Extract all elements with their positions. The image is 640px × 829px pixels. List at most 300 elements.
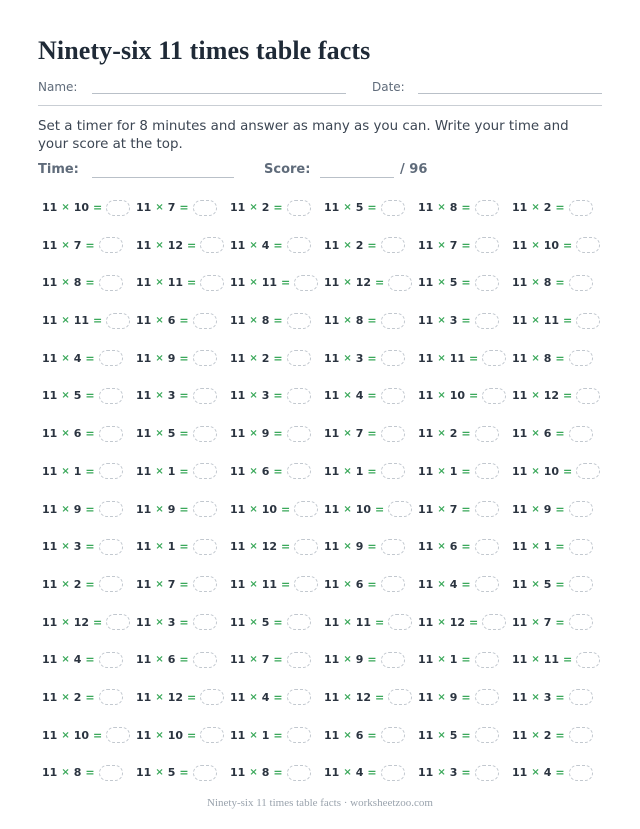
multiplier: 7 (167, 577, 176, 591)
answer-box[interactable] (381, 463, 405, 479)
answer-box[interactable] (569, 614, 593, 630)
equals-sign: = (367, 351, 377, 365)
answer-box[interactable] (99, 426, 123, 442)
answer-box[interactable] (193, 350, 217, 366)
answer-box[interactable] (569, 765, 593, 781)
multiplier: 7 (167, 201, 176, 214)
multiplier: 9 (355, 540, 364, 554)
multiplicand: 11 (42, 728, 58, 742)
equals-sign: = (367, 540, 377, 554)
answer-box[interactable] (569, 275, 593, 291)
equals-sign: = (461, 201, 471, 214)
multiplier: 7 (73, 238, 82, 252)
equals-sign: = (187, 238, 197, 252)
problem-item (42, 198, 136, 217)
answer-box[interactable] (99, 689, 123, 705)
multiplicand: 11 (324, 427, 340, 441)
equals-sign: = (273, 351, 283, 365)
equals-sign: = (461, 502, 471, 516)
answer-box[interactable] (287, 689, 311, 705)
problem-item (512, 386, 606, 405)
answer-box[interactable] (193, 426, 217, 442)
multiplicand: 11 (230, 653, 246, 667)
multiplier: 8 (449, 201, 458, 214)
answer-box[interactable] (193, 463, 217, 479)
answer-box[interactable] (193, 313, 217, 329)
multiplicand: 11 (418, 351, 434, 365)
answer-box[interactable] (475, 652, 499, 668)
answer-box[interactable] (381, 313, 405, 329)
answer-box[interactable] (99, 576, 123, 592)
equals-sign: = (187, 690, 197, 704)
problem-grid (42, 198, 602, 801)
multiplicand: 11 (324, 351, 340, 365)
problem-item (42, 537, 136, 556)
times-sign: × (531, 390, 540, 402)
problem-item (230, 198, 324, 217)
equals-sign: = (375, 502, 385, 516)
answer-box[interactable] (381, 539, 405, 555)
answer-box[interactable] (287, 765, 311, 781)
multiplicand: 11 (42, 690, 58, 704)
multiplier: 9 (261, 427, 270, 441)
equals-sign: = (555, 728, 565, 742)
times-sign: × (343, 616, 352, 628)
multiplier: 2 (543, 728, 552, 742)
equals-sign: = (281, 276, 291, 290)
times-sign: × (531, 465, 540, 477)
multiplicand: 11 (418, 201, 434, 214)
answer-box[interactable] (193, 614, 217, 630)
multiplicand: 11 (42, 238, 58, 252)
multiplicand: 11 (324, 238, 340, 252)
multiplier: 11 (543, 314, 560, 328)
equals-sign: = (375, 615, 385, 629)
answer-box[interactable] (106, 614, 130, 630)
problem-item (512, 763, 606, 782)
answer-box[interactable] (475, 275, 499, 291)
multiplier: 9 (355, 653, 364, 667)
multiplicand: 11 (136, 728, 152, 742)
problem-item (230, 462, 324, 481)
multiplicand: 11 (230, 427, 246, 441)
multiplicand: 11 (230, 238, 246, 252)
score-label: Score: (264, 162, 311, 177)
multiplicand: 11 (230, 540, 246, 554)
times-sign: × (249, 691, 258, 703)
answer-box[interactable] (99, 539, 123, 555)
multiplicand: 11 (418, 540, 434, 554)
multiplier: 2 (261, 351, 270, 365)
multiplicand: 11 (136, 653, 152, 667)
answer-box[interactable] (576, 388, 600, 404)
equals-sign: = (461, 653, 471, 667)
problem-item (230, 575, 324, 594)
answer-box[interactable] (569, 426, 593, 442)
footer: Ninety-six 11 times table facts · worksheetzoo.com (207, 797, 433, 809)
multiplier: 10 (73, 728, 90, 742)
answer-box[interactable] (475, 426, 499, 442)
answer-box[interactable] (99, 501, 123, 517)
answer-box[interactable] (381, 765, 405, 781)
answer-box[interactable] (482, 614, 506, 630)
times-sign: × (343, 767, 352, 779)
equals-sign: = (273, 728, 283, 742)
date-label: Date: (372, 80, 405, 94)
problem-item (324, 349, 418, 368)
times-sign: × (343, 578, 352, 590)
multiplier: 10 (355, 502, 372, 516)
multiplier: 9 (543, 502, 552, 516)
equals-sign: = (85, 276, 95, 290)
answer-box[interactable] (193, 652, 217, 668)
page-title: Ninety-six 11 times table facts (38, 36, 371, 65)
times-sign: × (155, 277, 164, 289)
multiplicand: 11 (418, 464, 434, 478)
problem-item (42, 311, 136, 330)
answer-box[interactable] (99, 388, 123, 404)
answer-box[interactable] (569, 501, 593, 517)
equals-sign: = (281, 502, 291, 516)
answer-box[interactable] (99, 765, 123, 781)
problem-item (324, 650, 418, 669)
score-field[interactable] (320, 177, 394, 178)
times-sign: × (249, 390, 258, 402)
multiplier: 1 (167, 540, 176, 554)
answer-box[interactable] (287, 388, 311, 404)
answer-box[interactable] (388, 614, 412, 630)
multiplier: 10 (543, 464, 560, 478)
problem-item (324, 688, 418, 707)
multiplicand: 11 (42, 276, 58, 290)
multiplier: 9 (73, 502, 82, 516)
multiplicand: 11 (230, 615, 246, 629)
answer-box[interactable] (294, 501, 318, 517)
equals-sign: = (555, 276, 565, 290)
answer-box[interactable] (287, 463, 311, 479)
answer-box[interactable] (381, 727, 405, 743)
problem-item (136, 537, 230, 556)
equals-sign: = (85, 427, 95, 441)
times-sign: × (531, 352, 540, 364)
times-sign: × (531, 767, 540, 779)
multiplicand: 11 (230, 690, 246, 704)
problem-item (42, 236, 136, 255)
answer-box[interactable] (388, 275, 412, 291)
multiplier: 9 (167, 351, 176, 365)
multiplier: 5 (261, 615, 270, 629)
times-sign: × (531, 616, 540, 628)
multiplicand: 11 (418, 427, 434, 441)
answer-box[interactable] (294, 275, 318, 291)
equals-sign: = (179, 653, 189, 667)
problem-item (230, 650, 324, 669)
problem-item (418, 575, 512, 594)
multiplier: 3 (449, 314, 458, 328)
multiplier: 12 (167, 690, 184, 704)
times-sign: × (437, 691, 446, 703)
answer-box[interactable] (106, 313, 130, 329)
problem-item (42, 688, 136, 707)
multiplicand: 11 (512, 653, 528, 667)
multiplicand: 11 (512, 690, 528, 704)
answer-box[interactable] (569, 539, 593, 555)
equals-sign: = (273, 615, 283, 629)
answer-box[interactable] (287, 614, 311, 630)
answer-box[interactable] (106, 200, 130, 216)
equals-sign: = (563, 653, 573, 667)
answer-box[interactable] (381, 576, 405, 592)
times-sign: × (531, 428, 540, 440)
answer-box[interactable] (200, 237, 224, 253)
times-sign: × (343, 277, 352, 289)
equals-sign: = (469, 351, 479, 365)
answer-box[interactable] (99, 237, 123, 253)
answer-box[interactable] (99, 275, 123, 291)
answer-box[interactable] (287, 652, 311, 668)
answer-box[interactable] (381, 237, 405, 253)
multiplier: 10 (261, 502, 278, 516)
answer-box[interactable] (576, 463, 600, 479)
multiplier: 8 (73, 766, 82, 780)
answer-box[interactable] (287, 237, 311, 253)
problem-item (136, 273, 230, 292)
multiplier: 5 (543, 577, 552, 591)
answer-box[interactable] (569, 727, 593, 743)
equals-sign: = (281, 577, 291, 591)
problem-item (512, 462, 606, 481)
times-sign: × (531, 315, 540, 327)
equals-sign: = (93, 728, 103, 742)
multiplicand: 11 (230, 276, 246, 290)
times-sign: × (437, 202, 446, 213)
equals-sign: = (179, 577, 189, 591)
problem-item (42, 273, 136, 292)
answer-box[interactable] (569, 350, 593, 366)
problem-item (230, 311, 324, 330)
multiplicand: 11 (418, 690, 434, 704)
times-sign: × (343, 428, 352, 440)
answer-box[interactable] (381, 652, 405, 668)
multiplicand: 11 (324, 577, 340, 591)
multiplicand: 11 (42, 389, 58, 403)
problem-item (324, 273, 418, 292)
problem-item (418, 763, 512, 782)
answer-box[interactable] (287, 426, 311, 442)
equals-sign: = (85, 540, 95, 554)
problem-item (42, 613, 136, 632)
multiplicand: 11 (418, 238, 434, 252)
multiplier: 3 (167, 389, 176, 403)
date-field[interactable] (418, 93, 602, 94)
answer-box[interactable] (475, 237, 499, 253)
times-sign: × (155, 616, 164, 628)
multiplicand: 11 (324, 502, 340, 516)
problem-item (230, 726, 324, 745)
answer-box[interactable] (287, 313, 311, 329)
multiplicand: 11 (230, 464, 246, 478)
times-sign: × (249, 352, 258, 364)
multiplier: 6 (167, 653, 176, 667)
answer-box[interactable] (200, 275, 224, 291)
problem-item (324, 311, 418, 330)
multiplicand: 11 (324, 276, 340, 290)
equals-sign: = (367, 464, 377, 478)
equals-sign: = (461, 276, 471, 290)
problem-item (42, 424, 136, 443)
answer-box[interactable] (99, 463, 123, 479)
answer-box[interactable] (576, 237, 600, 253)
equals-sign: = (563, 464, 573, 478)
answer-box[interactable] (388, 689, 412, 705)
multiplicand: 11 (42, 201, 58, 214)
answer-box[interactable] (569, 200, 593, 216)
equals-sign: = (555, 502, 565, 516)
answer-box[interactable] (193, 576, 217, 592)
multiplier: 2 (449, 427, 458, 441)
problem-item (512, 650, 606, 669)
multiplicand: 11 (136, 201, 152, 214)
times-sign: × (249, 202, 258, 213)
times-sign: × (437, 503, 446, 515)
multiplier: 8 (355, 314, 364, 328)
time-field[interactable] (92, 177, 234, 178)
answer-box[interactable] (381, 200, 405, 216)
problem-item (42, 349, 136, 368)
answer-box[interactable] (193, 501, 217, 517)
answer-box[interactable] (99, 350, 123, 366)
times-sign: × (249, 767, 258, 779)
answer-box[interactable] (381, 388, 405, 404)
answer-box[interactable] (388, 501, 412, 517)
multiplicand: 11 (136, 238, 152, 252)
answer-box[interactable] (569, 689, 593, 705)
multiplicand: 11 (230, 389, 246, 403)
answer-box[interactable] (200, 689, 224, 705)
times-sign: × (343, 390, 352, 402)
multiplier: 4 (355, 389, 364, 403)
answer-box[interactable] (193, 539, 217, 555)
times-sign: × (249, 239, 258, 251)
multiplicand: 11 (512, 615, 528, 629)
answer-box[interactable] (475, 200, 499, 216)
answer-box[interactable] (200, 727, 224, 743)
answer-box[interactable] (106, 727, 130, 743)
multiplier: 6 (73, 427, 82, 441)
problem-item (512, 198, 606, 217)
multiplicand: 11 (324, 615, 340, 629)
times-sign: × (61, 541, 70, 553)
multiplier: 7 (449, 502, 458, 516)
multiplicand: 11 (512, 389, 528, 403)
answer-box[interactable] (193, 200, 217, 216)
name-field[interactable] (92, 93, 346, 94)
times-sign: × (61, 616, 70, 628)
answer-box[interactable] (287, 200, 311, 216)
answer-box[interactable] (482, 388, 506, 404)
multiplier: 5 (449, 728, 458, 742)
answer-box[interactable] (475, 727, 499, 743)
problem-item (136, 386, 230, 405)
answer-box[interactable] (576, 652, 600, 668)
multiplier: 6 (167, 314, 176, 328)
problem-item (42, 462, 136, 481)
multiplicand: 11 (324, 728, 340, 742)
multiplier: 2 (355, 238, 364, 252)
times-sign: × (249, 729, 258, 741)
times-sign: × (437, 541, 446, 553)
answer-box[interactable] (569, 576, 593, 592)
answer-box[interactable] (475, 689, 499, 705)
answer-box[interactable] (99, 652, 123, 668)
times-sign: × (343, 239, 352, 251)
problem-item (512, 613, 606, 632)
answer-box[interactable] (193, 765, 217, 781)
multiplicand: 11 (512, 314, 528, 328)
answer-box[interactable] (475, 501, 499, 517)
answer-box[interactable] (475, 313, 499, 329)
times-sign: × (343, 691, 352, 703)
multiplier: 7 (261, 653, 270, 667)
answer-box[interactable] (475, 576, 499, 592)
answer-box[interactable] (576, 313, 600, 329)
multiplier: 4 (261, 238, 270, 252)
problem-item (136, 424, 230, 443)
multiplicand: 11 (512, 201, 528, 214)
answer-box[interactable] (287, 727, 311, 743)
answer-box[interactable] (381, 350, 405, 366)
equals-sign: = (563, 314, 573, 328)
answer-box[interactable] (193, 388, 217, 404)
problem-item (324, 462, 418, 481)
times-sign: × (343, 202, 352, 213)
times-sign: × (437, 465, 446, 477)
problem-item (512, 273, 606, 292)
multiplier: 3 (73, 540, 82, 554)
multiplicand: 11 (324, 653, 340, 667)
answer-box[interactable] (475, 765, 499, 781)
times-sign: × (437, 315, 446, 327)
problem-item (418, 462, 512, 481)
equals-sign: = (85, 653, 95, 667)
multiplicand: 11 (136, 690, 152, 704)
times-sign: × (531, 277, 540, 289)
times-sign: × (155, 202, 164, 213)
multiplier: 3 (543, 690, 552, 704)
answer-box[interactable] (381, 426, 405, 442)
equals-sign: = (179, 615, 189, 629)
answer-box[interactable] (475, 539, 499, 555)
multiplier: 10 (73, 201, 90, 214)
problem-item (230, 424, 324, 443)
times-sign: × (531, 239, 540, 251)
equals-sign: = (85, 389, 95, 403)
answer-box[interactable] (482, 350, 506, 366)
answer-box[interactable] (294, 539, 318, 555)
multiplier: 11 (73, 314, 90, 328)
answer-box[interactable] (287, 350, 311, 366)
multiplicand: 11 (136, 766, 152, 780)
times-sign: × (155, 767, 164, 779)
multiplier: 8 (543, 351, 552, 365)
times-sign: × (343, 465, 352, 477)
problem-item (136, 650, 230, 669)
problem-item (512, 537, 606, 556)
times-sign: × (61, 277, 70, 289)
answer-box[interactable] (294, 576, 318, 592)
answer-box[interactable] (475, 463, 499, 479)
multiplier: 6 (261, 464, 270, 478)
